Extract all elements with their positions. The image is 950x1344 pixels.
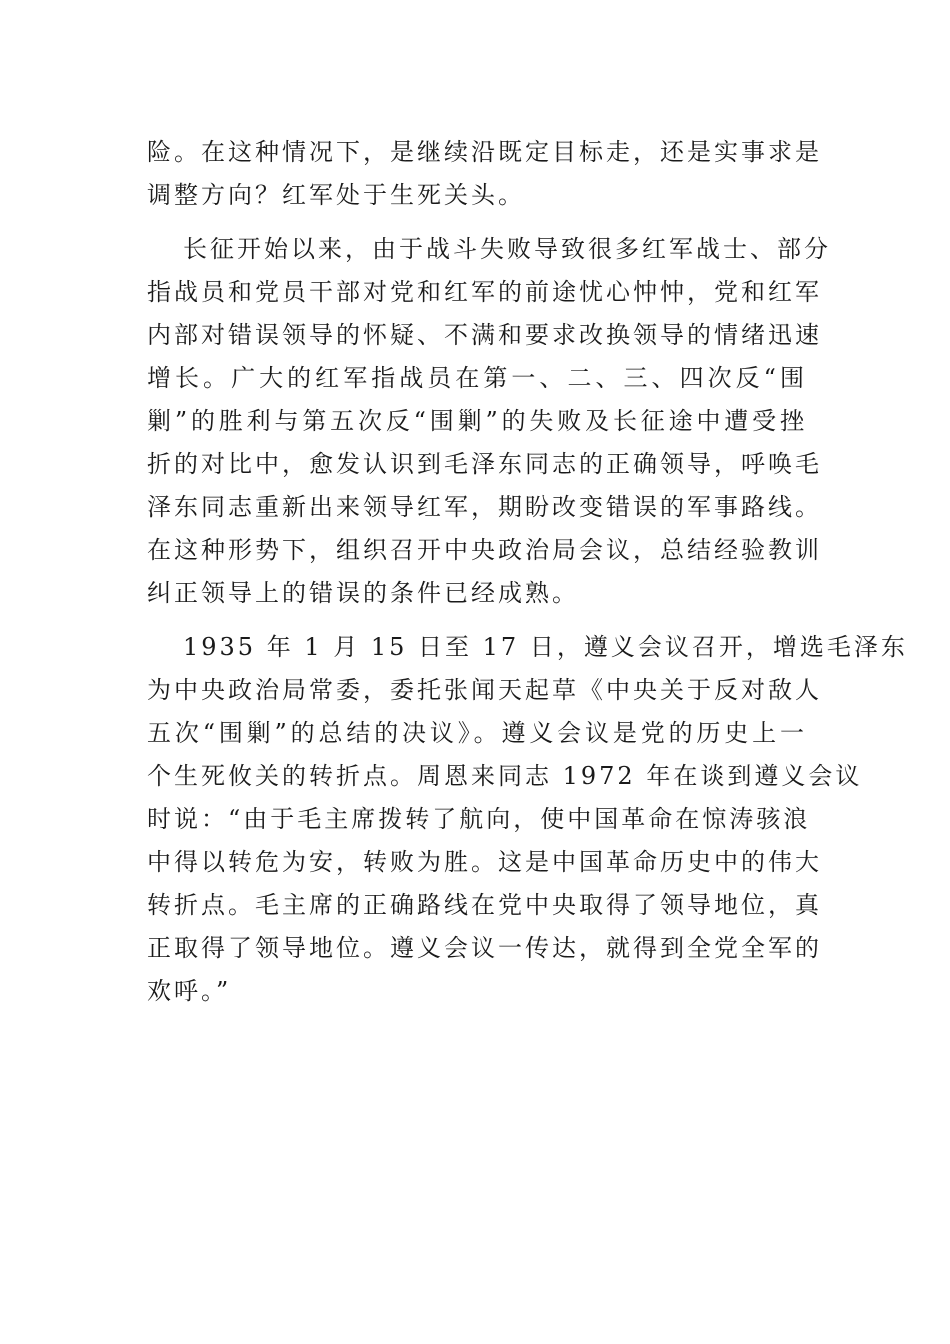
text-line: 时说：“由于毛主席拨转了航向，使中国革命在惊涛骇浪 (147, 805, 811, 833)
text-line: 欢呼。” (147, 977, 232, 1005)
text-line: 纠正领导上的错误的条件已经成熟。 (147, 579, 579, 607)
text-line: 正取得了领导地位。遵义会议一传达，就得到全党全军的 (147, 934, 822, 962)
text-line: 指战员和党员干部对党和红军的前途忧心忡忡，党和红军 (147, 278, 822, 306)
text-line: 五次“围剿”的总结的决议》。遵义会议是党的历史上一 (147, 719, 807, 747)
text-line: 调整方向？红军处于生死关头。 (147, 181, 525, 209)
paragraph-1 (147, 131, 822, 217)
text-line: 内部对错误领导的怀疑、不满和要求改换领导的情绪迅速 (147, 321, 822, 349)
text-line: 增长。广大的红军指战员在第一、二、三、四次反“围 (147, 364, 807, 392)
text-line: 剿”的胜利与第五次反“围剿”的失败及长征途中遭受挫 (147, 407, 807, 435)
text-line: 在这种形势下，组织召开中央政治局会议，总结经验教训 (147, 536, 822, 564)
text-line: 为中央政治局常委，委托张闻天起草《中央关于反对敌人 (147, 676, 822, 704)
text-line: 险。在这种情况下，是继续沿既定目标走，还是实事求是 (147, 138, 822, 166)
body-text (147, 131, 908, 1013)
text-line: 1935 年 1 月 15 日至 17 日，遵义会议召开，增选毛泽东 (183, 633, 908, 661)
text-line: 泽东同志重新出来领导红军，期盼改变错误的军事路线。 (147, 493, 822, 521)
paragraph-2 (147, 228, 831, 615)
text-line: 个生死攸关的转折点。周恩来同志 1972 年在谈到遵义会议 (147, 762, 863, 790)
text-line: 转折点。毛主席的正确路线在党中央取得了领导地位，真 (147, 891, 822, 919)
text-line: 长征开始以来，由于战斗失败导致很多红军战士、部分 (183, 235, 831, 263)
text-line: 折的对比中，愈发认识到毛泽东同志的正确领导，呼唤毛 (147, 450, 822, 478)
paragraph-3 (147, 626, 908, 1013)
text-line: 中得以转危为安，转败为胜。这是中国革命历史中的伟大 (147, 848, 822, 876)
